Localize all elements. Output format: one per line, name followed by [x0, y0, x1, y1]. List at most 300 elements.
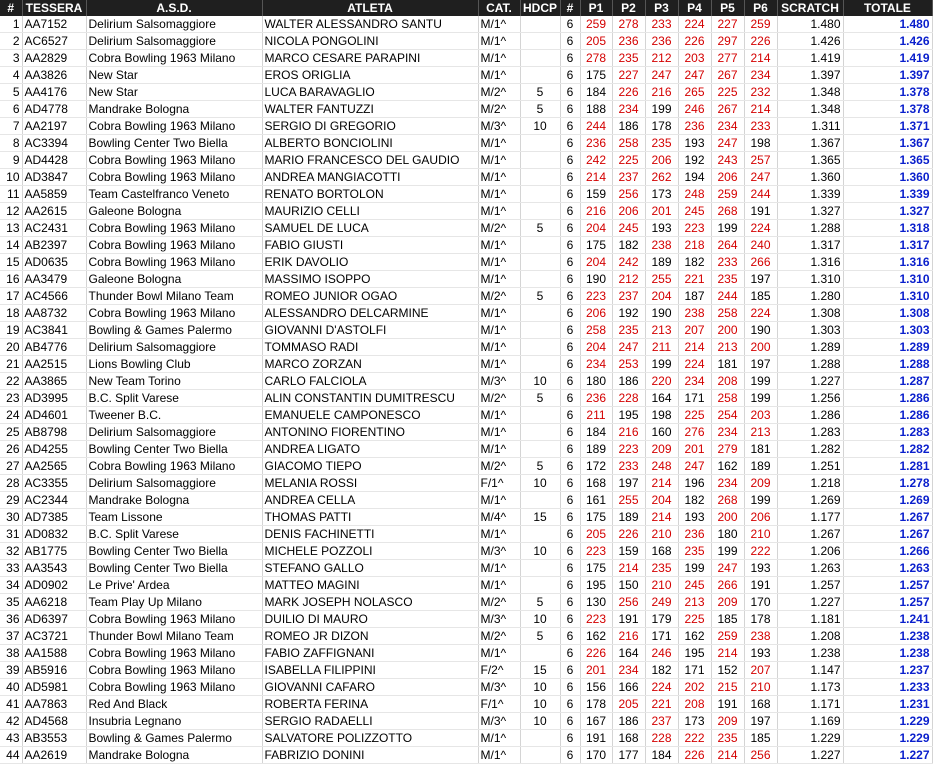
cell-totale: 1.426 — [843, 33, 932, 50]
cell-p5: 259 — [711, 186, 744, 203]
cell-asd: Thunder Bowl Milano Team — [86, 288, 262, 305]
table-row — [0, 305, 932, 322]
cell-p2: 255 — [612, 492, 645, 509]
header-totale[interactable]: TOTALE — [843, 0, 932, 16]
cell-p3: 238 — [645, 237, 678, 254]
cell-p2: 186 — [612, 713, 645, 730]
cell-p5: 206 — [711, 169, 744, 186]
header-p4[interactable]: P4 — [678, 0, 711, 16]
header-p3[interactable]: P3 — [645, 0, 678, 16]
cell-atleta: WALTER ALESSANDRO SANTU — [262, 16, 478, 33]
cell-p1: 190 — [580, 271, 612, 288]
header-hdcp[interactable]: HDCP — [520, 0, 560, 16]
cell-games: 6 — [560, 747, 580, 764]
cell-p5: 258 — [711, 305, 744, 322]
cell-p2: 253 — [612, 356, 645, 373]
cell-games: 6 — [560, 611, 580, 628]
header-p1[interactable]: P1 — [580, 0, 612, 16]
cell-p6: 257 — [744, 152, 777, 169]
cell-p4: 226 — [678, 747, 711, 764]
cell-tessera: AD4601 — [22, 407, 86, 424]
cell-p4: 247 — [678, 458, 711, 475]
cell-atleta: ANDREA CELLA — [262, 492, 478, 509]
cell-asd: Cobra Bowling 1963 Milano — [86, 254, 262, 271]
cell-games: 6 — [560, 458, 580, 475]
cell-p5: 200 — [711, 322, 744, 339]
cell-p2: 205 — [612, 696, 645, 713]
cell-p3: 220 — [645, 373, 678, 390]
cell-games: 6 — [560, 101, 580, 118]
cell-tessera: AB5916 — [22, 662, 86, 679]
cell-tessera: AA3865 — [22, 373, 86, 390]
cell-p1: 223 — [580, 543, 612, 560]
cell-games: 6 — [560, 203, 580, 220]
cell-p5: 267 — [711, 101, 744, 118]
cell-p6: 210 — [744, 526, 777, 543]
table-row — [0, 16, 932, 33]
cell-totale: 1.286 — [843, 407, 932, 424]
cell-p2: 214 — [612, 560, 645, 577]
cell-asd: Delirium Salsomaggiore — [86, 339, 262, 356]
cell-atleta: DUILIO DI MAURO — [262, 611, 478, 628]
cell-rank: 13 — [0, 220, 22, 237]
cell-p1: 226 — [580, 645, 612, 662]
cell-atleta: RENATO BORTOLON — [262, 186, 478, 203]
cell-totale: 1.229 — [843, 713, 932, 730]
cell-tessera: AD6397 — [22, 611, 86, 628]
cell-hdcp — [520, 203, 560, 220]
cell-p4: 196 — [678, 475, 711, 492]
cell-totale: 1.283 — [843, 424, 932, 441]
cell-hdcp — [520, 424, 560, 441]
cell-p2: 186 — [612, 118, 645, 135]
cell-rank: 34 — [0, 577, 22, 594]
cell-atleta: FABRIZIO DONINI — [262, 747, 478, 764]
cell-p3: 228 — [645, 730, 678, 747]
cell-atleta: ROBERTA FERINA — [262, 696, 478, 713]
cell-p5: 277 — [711, 50, 744, 67]
cell-scratch: 1.311 — [777, 118, 843, 135]
cell-p2: 234 — [612, 101, 645, 118]
cell-p6: 234 — [744, 67, 777, 84]
cell-rank: 2 — [0, 33, 22, 50]
cell-totale: 1.360 — [843, 169, 932, 186]
cell-p2: 235 — [612, 322, 645, 339]
cell-scratch: 1.227 — [777, 594, 843, 611]
cell-p2: 216 — [612, 424, 645, 441]
table-row — [0, 747, 932, 764]
cell-tessera: AA2829 — [22, 50, 86, 67]
cell-p4: 222 — [678, 730, 711, 747]
cell-p1: 205 — [580, 526, 612, 543]
cell-cat: M/2^ — [478, 84, 520, 101]
cell-p3: 199 — [645, 356, 678, 373]
cell-asd: Mandrake Bologna — [86, 747, 262, 764]
cell-asd: Red And Black — [86, 696, 262, 713]
cell-scratch: 1.251 — [777, 458, 843, 475]
header-atleta[interactable]: ATLETA — [262, 0, 478, 16]
cell-rank: 24 — [0, 407, 22, 424]
cell-scratch: 1.288 — [777, 220, 843, 237]
cell-p2: 159 — [612, 543, 645, 560]
cell-p3: 248 — [645, 458, 678, 475]
cell-tessera: AA2565 — [22, 458, 86, 475]
table-row — [0, 339, 932, 356]
cell-rank: 12 — [0, 203, 22, 220]
cell-p4: 193 — [678, 135, 711, 152]
table-row — [0, 526, 932, 543]
table-row — [0, 203, 932, 220]
cell-asd: New Team Torino — [86, 373, 262, 390]
cell-hdcp: 10 — [520, 543, 560, 560]
cell-totale: 1.267 — [843, 509, 932, 526]
table-row — [0, 186, 932, 203]
cell-cat: F/1^ — [478, 696, 520, 713]
cell-tessera: AA7863 — [22, 696, 86, 713]
cell-rank: 19 — [0, 322, 22, 339]
cell-games: 6 — [560, 186, 580, 203]
cell-hdcp: 10 — [520, 475, 560, 492]
cell-rank: 8 — [0, 135, 22, 152]
cell-p4: 207 — [678, 322, 711, 339]
cell-p3: 178 — [645, 118, 678, 135]
cell-totale: 1.327 — [843, 203, 932, 220]
cell-p6: 206 — [744, 509, 777, 526]
cell-tessera: AA8732 — [22, 305, 86, 322]
cell-asd: Insubria Legnano — [86, 713, 262, 730]
cell-atleta: SALVATORE POLIZZOTTO — [262, 730, 478, 747]
cell-games: 6 — [560, 152, 580, 169]
cell-totale: 1.339 — [843, 186, 932, 203]
cell-scratch: 1.177 — [777, 509, 843, 526]
cell-p1: 258 — [580, 322, 612, 339]
cell-scratch: 1.169 — [777, 713, 843, 730]
cell-p3: 210 — [645, 526, 678, 543]
cell-hdcp — [520, 441, 560, 458]
cell-p2: 233 — [612, 458, 645, 475]
cell-tessera: AC3355 — [22, 475, 86, 492]
cell-p3: 235 — [645, 135, 678, 152]
table-row — [0, 373, 932, 390]
cell-scratch: 1.269 — [777, 492, 843, 509]
cell-rank: 6 — [0, 101, 22, 118]
cell-totale: 1.317 — [843, 237, 932, 254]
cell-atleta: STEFANO GALLO — [262, 560, 478, 577]
cell-atleta: MARCO ZORZAN — [262, 356, 478, 373]
cell-p3: 247 — [645, 67, 678, 84]
cell-hdcp — [520, 322, 560, 339]
cell-scratch: 1.327 — [777, 203, 843, 220]
cell-atleta: ROMEO JR DIZON — [262, 628, 478, 645]
cell-p5: 266 — [711, 577, 744, 594]
cell-asd: Cobra Bowling 1963 Milano — [86, 237, 262, 254]
header-cat[interactable]: CAT. — [478, 0, 520, 16]
cell-p5: 267 — [711, 67, 744, 84]
cell-tessera: AD3995 — [22, 390, 86, 407]
cell-p5: 268 — [711, 492, 744, 509]
cell-rank: 26 — [0, 441, 22, 458]
cell-totale: 1.237 — [843, 662, 932, 679]
cell-p6: 224 — [744, 220, 777, 237]
cell-cat: M/1^ — [478, 305, 520, 322]
cell-atleta: MAURIZIO CELLI — [262, 203, 478, 220]
table-row — [0, 628, 932, 645]
header-scratch[interactable]: SCRATCH — [777, 0, 843, 16]
cell-asd: Bowling & Games Palermo — [86, 322, 262, 339]
cell-p1: 172 — [580, 458, 612, 475]
cell-hdcp — [520, 356, 560, 373]
cell-p2: 237 — [612, 288, 645, 305]
header-games[interactable]: # — [560, 0, 580, 16]
cell-p1: 184 — [580, 84, 612, 101]
cell-p3: 235 — [645, 560, 678, 577]
cell-hdcp — [520, 33, 560, 50]
cell-tessera: AD4568 — [22, 713, 86, 730]
cell-p6: 244 — [744, 186, 777, 203]
cell-p3: 212 — [645, 50, 678, 67]
cell-cat: M/1^ — [478, 135, 520, 152]
header-p6[interactable]: P6 — [744, 0, 777, 16]
cell-totale: 1.480 — [843, 16, 932, 33]
cell-p6: 189 — [744, 458, 777, 475]
cell-p2: 150 — [612, 577, 645, 594]
cell-asd: B.C. Split Varese — [86, 390, 262, 407]
cell-hdcp — [520, 730, 560, 747]
cell-games: 6 — [560, 50, 580, 67]
cell-p4: 245 — [678, 577, 711, 594]
cell-hdcp — [520, 152, 560, 169]
cell-rank: 17 — [0, 288, 22, 305]
cell-p1: 216 — [580, 203, 612, 220]
cell-hdcp — [520, 560, 560, 577]
cell-p5: 254 — [711, 407, 744, 424]
cell-p1: 167 — [580, 713, 612, 730]
cell-p4: 235 — [678, 543, 711, 560]
cell-p3: 214 — [645, 509, 678, 526]
cell-hdcp: 5 — [520, 458, 560, 475]
table-row — [0, 322, 932, 339]
cell-p5: 264 — [711, 237, 744, 254]
cell-asd: Cobra Bowling 1963 Milano — [86, 662, 262, 679]
cell-p5: 180 — [711, 526, 744, 543]
cell-p1: 159 — [580, 186, 612, 203]
cell-games: 6 — [560, 696, 580, 713]
cell-rank: 32 — [0, 543, 22, 560]
cell-p5: 152 — [711, 662, 744, 679]
cell-rank: 37 — [0, 628, 22, 645]
cell-asd: Delirium Salsomaggiore — [86, 475, 262, 492]
cell-atleta: FABIO GIUSTI — [262, 237, 478, 254]
cell-p4: 246 — [678, 101, 711, 118]
cell-totale: 1.371 — [843, 118, 932, 135]
cell-p5: 162 — [711, 458, 744, 475]
cell-hdcp — [520, 67, 560, 84]
cell-tessera: AC3721 — [22, 628, 86, 645]
cell-p2: 227 — [612, 67, 645, 84]
cell-scratch: 1.339 — [777, 186, 843, 203]
cell-totale: 1.257 — [843, 594, 932, 611]
cell-p6: 222 — [744, 543, 777, 560]
cell-cat: M/1^ — [478, 67, 520, 84]
cell-rank: 23 — [0, 390, 22, 407]
cell-p3: 190 — [645, 305, 678, 322]
cell-cat: M/1^ — [478, 560, 520, 577]
cell-hdcp: 5 — [520, 390, 560, 407]
cell-p2: 197 — [612, 475, 645, 492]
cell-hdcp — [520, 492, 560, 509]
cell-totale: 1.231 — [843, 696, 932, 713]
cell-rank: 18 — [0, 305, 22, 322]
table-row — [0, 118, 932, 135]
cell-p3: 237 — [645, 713, 678, 730]
cell-asd: Cobra Bowling 1963 Milano — [86, 645, 262, 662]
cell-p3: 249 — [645, 594, 678, 611]
table-row — [0, 458, 932, 475]
cell-p3: 164 — [645, 390, 678, 407]
cell-p3: 213 — [645, 322, 678, 339]
cell-p2: 166 — [612, 679, 645, 696]
cell-p4: 245 — [678, 203, 711, 220]
cell-p2: 228 — [612, 390, 645, 407]
cell-p6: 209 — [744, 475, 777, 492]
cell-cat: F/2^ — [478, 662, 520, 679]
cell-p1: 175 — [580, 509, 612, 526]
cell-p6: 191 — [744, 577, 777, 594]
cell-p4: 214 — [678, 339, 711, 356]
table-row — [0, 577, 932, 594]
header-rank[interactable]: # — [0, 0, 22, 16]
cell-totale: 1.233 — [843, 679, 932, 696]
cell-cat: M/1^ — [478, 492, 520, 509]
cell-totale: 1.289 — [843, 339, 932, 356]
cell-p6: 259 — [744, 16, 777, 33]
cell-p5: 247 — [711, 560, 744, 577]
cell-games: 6 — [560, 271, 580, 288]
cell-hdcp — [520, 186, 560, 203]
cell-p5: 259 — [711, 628, 744, 645]
cell-p5: 235 — [711, 730, 744, 747]
cell-p1: 201 — [580, 662, 612, 679]
cell-asd: Bowling & Games Palermo — [86, 730, 262, 747]
cell-asd: Cobra Bowling 1963 Milano — [86, 118, 262, 135]
cell-games: 6 — [560, 339, 580, 356]
cell-p4: 225 — [678, 407, 711, 424]
cell-hdcp — [520, 50, 560, 67]
cell-p5: 199 — [711, 220, 744, 237]
table-row — [0, 662, 932, 679]
cell-atleta: ANDREA MANGIACOTTI — [262, 169, 478, 186]
cell-tessera: AD0635 — [22, 254, 86, 271]
cell-hdcp — [520, 526, 560, 543]
cell-p6: 170 — [744, 594, 777, 611]
cell-scratch: 1.303 — [777, 322, 843, 339]
cell-asd: Cobra Bowling 1963 Milano — [86, 50, 262, 67]
cell-rank: 16 — [0, 271, 22, 288]
cell-totale: 1.318 — [843, 220, 932, 237]
cell-games: 6 — [560, 220, 580, 237]
cell-cat: F/1^ — [478, 475, 520, 492]
cell-rank: 3 — [0, 50, 22, 67]
cell-p5: 247 — [711, 135, 744, 152]
cell-rank: 20 — [0, 339, 22, 356]
header-p5[interactable]: P5 — [711, 0, 744, 16]
header-tessera[interactable]: TESSERA — [22, 0, 86, 16]
cell-p4: 202 — [678, 679, 711, 696]
cell-p4: 248 — [678, 186, 711, 203]
cell-p4: 203 — [678, 50, 711, 67]
cell-asd: Cobra Bowling 1963 Milano — [86, 169, 262, 186]
cell-p5: 191 — [711, 696, 744, 713]
cell-tessera: AB8798 — [22, 424, 86, 441]
cell-p3: 233 — [645, 16, 678, 33]
cell-p6: 233 — [744, 118, 777, 135]
cell-games: 6 — [560, 254, 580, 271]
cell-hdcp: 10 — [520, 611, 560, 628]
cell-p6: 266 — [744, 254, 777, 271]
table-row — [0, 407, 932, 424]
cell-cat: M/1^ — [478, 577, 520, 594]
cell-p3: 201 — [645, 203, 678, 220]
cell-asd: Bowling Center Two Biella — [86, 135, 262, 152]
table-row — [0, 543, 932, 560]
cell-p2: 191 — [612, 611, 645, 628]
cell-rank: 4 — [0, 67, 22, 84]
cell-p4: 194 — [678, 169, 711, 186]
table-row — [0, 50, 932, 67]
cell-rank: 9 — [0, 152, 22, 169]
cell-p5: 233 — [711, 254, 744, 271]
cell-asd: Cobra Bowling 1963 Milano — [86, 305, 262, 322]
cell-asd: B.C. Split Varese — [86, 526, 262, 543]
cell-atleta: MASSIMO ISOPPO — [262, 271, 478, 288]
cell-scratch: 1.286 — [777, 407, 843, 424]
table-row — [0, 33, 932, 50]
cell-cat: M/1^ — [478, 16, 520, 33]
cell-p4: 213 — [678, 594, 711, 611]
cell-hdcp — [520, 135, 560, 152]
cell-games: 6 — [560, 577, 580, 594]
cell-atleta: MARIO FRANCESCO DEL GAUDIO — [262, 152, 478, 169]
table-row — [0, 696, 932, 713]
cell-asd: Bowling Center Two Biella — [86, 560, 262, 577]
cell-tessera: AB3553 — [22, 730, 86, 747]
cell-scratch: 1.218 — [777, 475, 843, 492]
table-row — [0, 67, 932, 84]
cell-asd: Cobra Bowling 1963 Milano — [86, 458, 262, 475]
cell-p3: 214 — [645, 475, 678, 492]
cell-p2: 206 — [612, 203, 645, 220]
cell-atleta: LUCA BARAVAGLIO — [262, 84, 478, 101]
cell-p2: 168 — [612, 730, 645, 747]
cell-scratch: 1.397 — [777, 67, 843, 84]
cell-p6: 226 — [744, 33, 777, 50]
cell-totale: 1.282 — [843, 441, 932, 458]
cell-p3: 184 — [645, 747, 678, 764]
cell-p4: 236 — [678, 526, 711, 543]
cell-games: 6 — [560, 679, 580, 696]
cell-totale: 1.281 — [843, 458, 932, 475]
table-row — [0, 84, 932, 101]
cell-p2: 245 — [612, 220, 645, 237]
cell-cat: M/1^ — [478, 356, 520, 373]
cell-p5: 199 — [711, 543, 744, 560]
cell-games: 6 — [560, 645, 580, 662]
cell-hdcp — [520, 237, 560, 254]
cell-p1: 180 — [580, 373, 612, 390]
header-p2[interactable]: P2 — [612, 0, 645, 16]
cell-hdcp: 5 — [520, 288, 560, 305]
header-asd[interactable]: A.S.D. — [86, 0, 262, 16]
